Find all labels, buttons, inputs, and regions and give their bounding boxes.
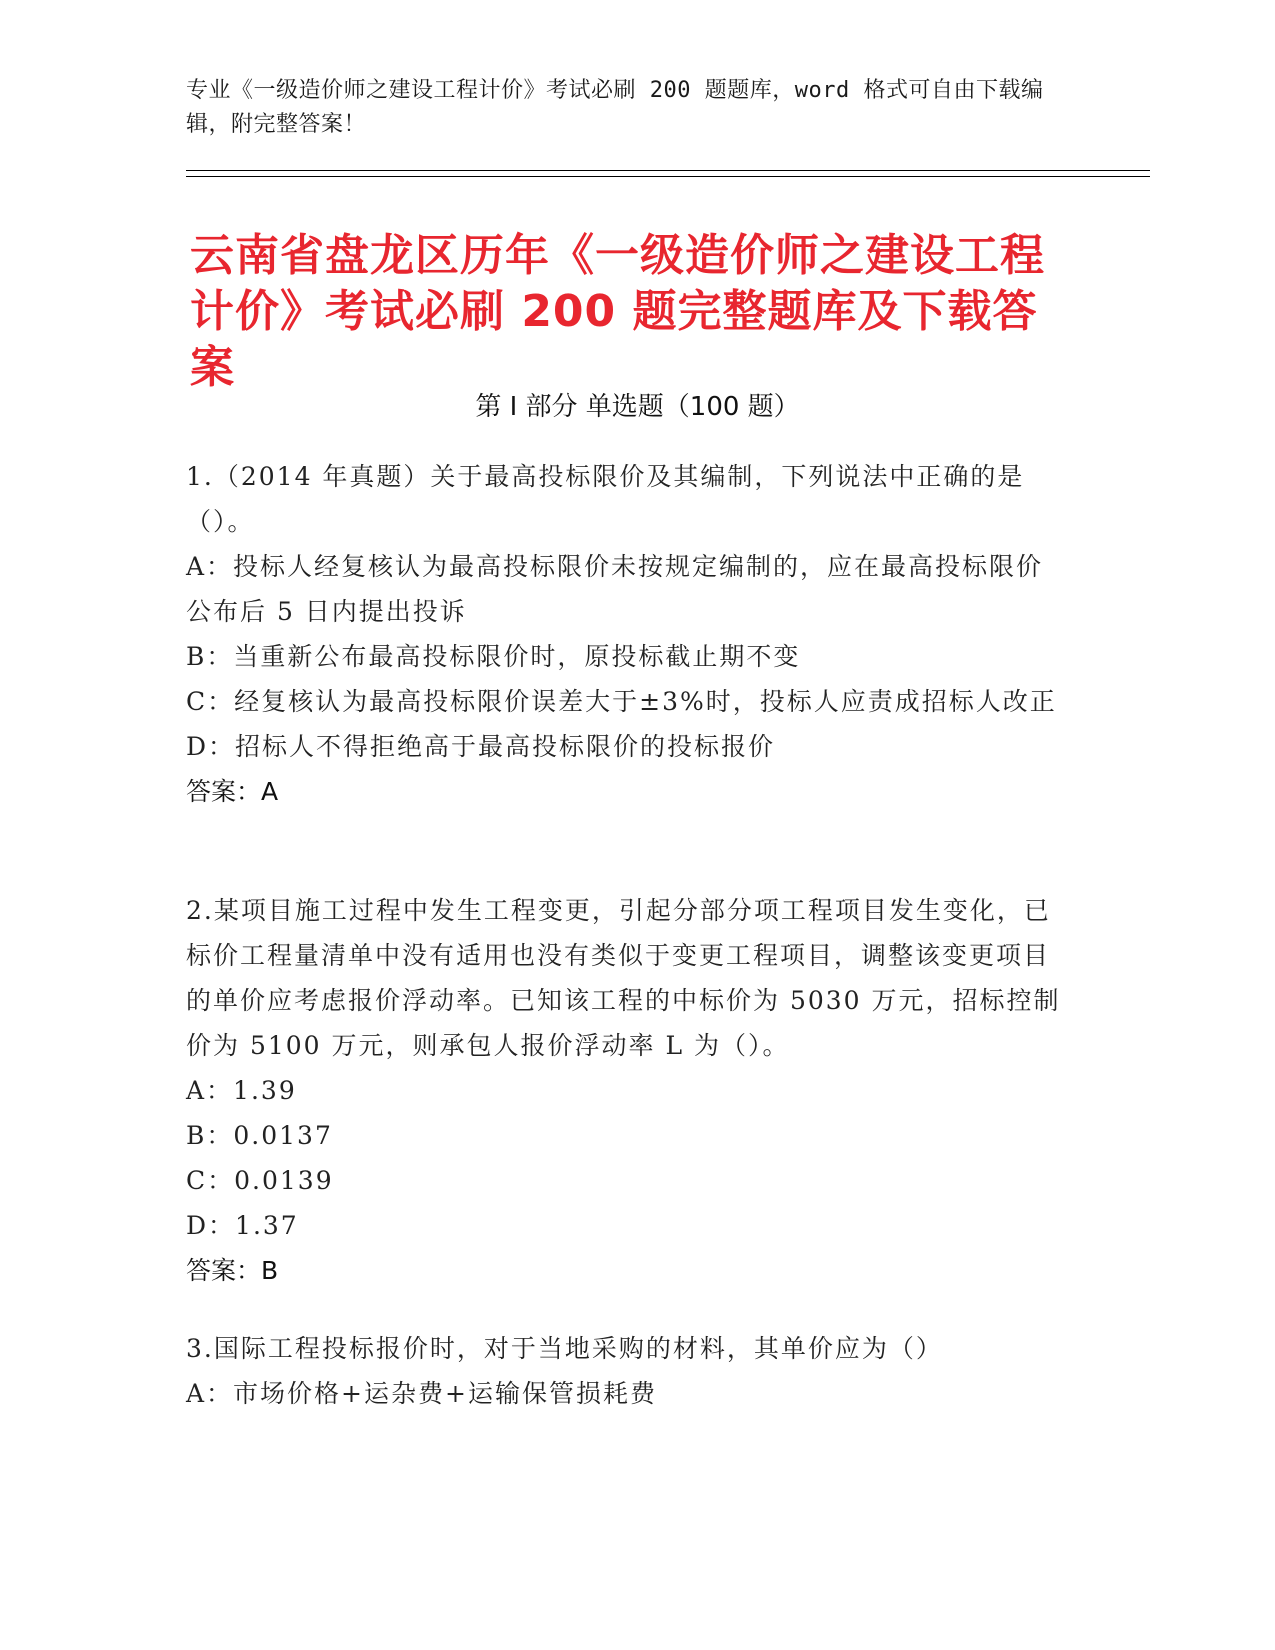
option-a: A：投标人经复核认为最高投标限价未按规定编制的，应在最高投标限价公布后 5 日内提出投诉: [186, 552, 1044, 626]
question-3: [186, 1326, 1066, 1416]
option-d: D：1.37: [186, 1211, 299, 1240]
question-1: [186, 454, 1066, 814]
header-note: 专业《一级造价师之建设工程计价》考试必刷 200 题题库，word 格式可自由下载编辑，附完整答案！: [186, 78, 1044, 137]
question-stem: 3.国际工程投标报价时，对于当地采购的材料，其单价应为（）: [186, 1334, 943, 1363]
question-stem: 1.（2014 年真题）关于最高投标限价及其编制，下列说法中正确的是（）。: [186, 462, 1025, 536]
option-b: B：0.0137: [186, 1121, 333, 1150]
header-divider-bottom: [186, 176, 1150, 177]
section-heading: 第 I 部分 单选题（100 题）: [475, 392, 800, 422]
option-d: D：招标人不得拒绝高于最高投标限价的投标报价: [186, 732, 776, 761]
option-c: C：经复核认为最高投标限价误差大于±3%时，投标人应责成招标人改正: [186, 687, 1057, 716]
option-c: C：0.0139: [186, 1166, 334, 1195]
option-a: A：1.39: [186, 1076, 297, 1105]
option-a: A：市场价格+运杂费+运输保管损耗费: [186, 1379, 657, 1408]
answer: 答案：A: [186, 777, 279, 806]
header-divider-top: [186, 170, 1150, 171]
document-title: 云南省盘龙区历年《一级造价师之建设工程计价》考试必刷 200 题完整题库及下载答案: [190, 230, 1045, 393]
question-2: [186, 888, 1066, 1293]
answer: 答案：B: [186, 1256, 279, 1285]
option-b: B：当重新公布最高投标限价时，原投标截止期不变: [186, 642, 801, 671]
question-stem: 2.某项目施工过程中发生工程变更，引起分部分项工程项目发生变化，已标价工程量清单中没有适用也没有类似于变更工程项目，调整该变更项目的单价应考虑报价浮动率。已知该工程的中标价为 5030 万元，招标控制价为 5100 万元，则承包人报价浮动率 L 为（）。: [186, 896, 1061, 1060]
